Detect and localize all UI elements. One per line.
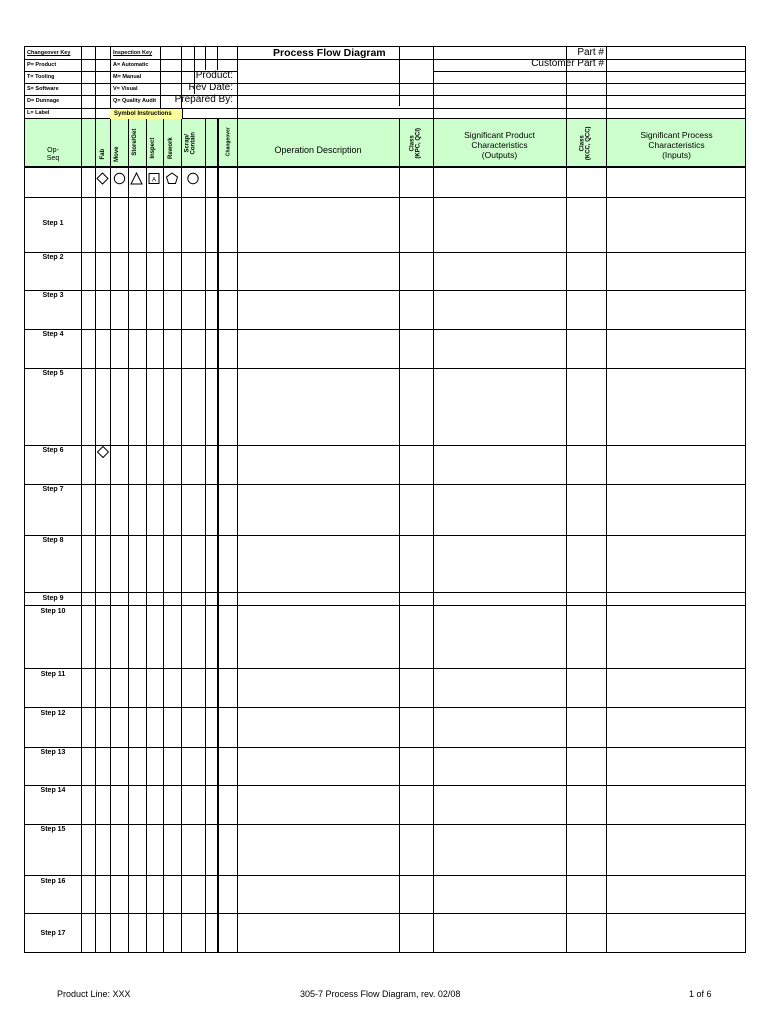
process-flow-grid	[24, 168, 746, 953]
triangle-icon	[131, 173, 142, 184]
class-kcc-qcc-header: Class (KCC, QCC)	[579, 126, 592, 161]
symbol-instructions-label: Symbol Instructions	[110, 109, 183, 120]
step-label: Step 17	[40, 930, 66, 937]
inspection-key-title: Inspection Key	[113, 50, 153, 56]
op-seq-header: Op- Seq	[46, 147, 60, 163]
form-header	[24, 46, 746, 119]
move-header: Move	[113, 146, 120, 162]
pentagon-icon	[167, 173, 178, 184]
changeover-key-item: S= Software	[27, 86, 59, 92]
footer-page-number: 1 of 6	[689, 989, 712, 999]
column-header-row	[24, 119, 746, 168]
rev-date-label: Rev Date:	[188, 82, 233, 93]
step-label: Step 4	[42, 331, 64, 338]
step-label: Step 10	[40, 608, 66, 615]
step-label: Step 14	[40, 787, 66, 794]
prepared-by-label: Prepared By:	[174, 94, 233, 105]
step-label: Step 1	[42, 220, 64, 227]
step-label: Step 5	[42, 370, 64, 377]
changeover-key-item: L= Label	[27, 110, 50, 116]
symbol-legend-row	[81, 168, 241, 196]
product-label: Product:	[195, 70, 233, 81]
step-label: Step 9	[42, 595, 64, 602]
page-title: Process Flow Diagram	[273, 47, 386, 59]
square-a-icon-text: A	[151, 177, 157, 184]
inspection-key-item: A= Automatic	[113, 62, 149, 68]
step-label: Step 12	[40, 710, 66, 717]
significant-process-header: Significant Process Characteristics (Inputs)	[640, 130, 713, 160]
part-number-label: Part #	[577, 47, 604, 58]
step-label: Step 7	[42, 486, 64, 493]
store-get-header: Store/Get	[131, 128, 138, 156]
changeover-key-item: D= Dunnage	[27, 98, 60, 104]
step-label: Step 2	[42, 254, 64, 261]
diamond-icon	[97, 173, 108, 184]
changeover-key-item: P= Product	[27, 62, 57, 68]
diamond-icon	[96, 445, 110, 459]
inspect-header: Inspect	[149, 137, 156, 159]
changeover-header: Changeover	[225, 127, 232, 157]
step-label: Step 15	[40, 826, 66, 833]
scrap-contain-header: Scrap/ Contain	[184, 132, 197, 155]
step-label: Step 16	[40, 878, 66, 885]
customer-part-number-label: Customer Part #	[531, 58, 604, 69]
inspection-key-item: M= Manual	[113, 74, 142, 80]
circle-icon	[188, 173, 198, 183]
footer-product-line: Product Line: XXX	[57, 989, 131, 999]
rework-header: Rework	[167, 137, 174, 159]
inspection-key-item: Q= Quality Audit	[113, 98, 157, 104]
changeover-key-item: T= Tooling	[27, 74, 55, 80]
circle-icon	[114, 173, 124, 183]
fab-header: Fab	[99, 148, 106, 160]
footer-form-id: 305-7 Process Flow Diagram, rev. 02/08	[300, 989, 461, 999]
inspection-key-item: V= Visual	[113, 86, 138, 92]
operation-description-header: Operation Description	[274, 145, 362, 155]
step-label: Step 6	[42, 447, 64, 454]
changeover-key-title: Changeover Key	[27, 50, 71, 56]
class-kpc-qci-header: Class (KPC, QCI)	[409, 127, 422, 159]
significant-product-header: Significant Product Characteristics (Outputs)	[464, 130, 535, 160]
step-label: Step 11	[40, 671, 66, 678]
step-label: Step 13	[40, 749, 66, 756]
step-label: Step 3	[42, 292, 64, 299]
step-label: Step 8	[42, 537, 64, 544]
